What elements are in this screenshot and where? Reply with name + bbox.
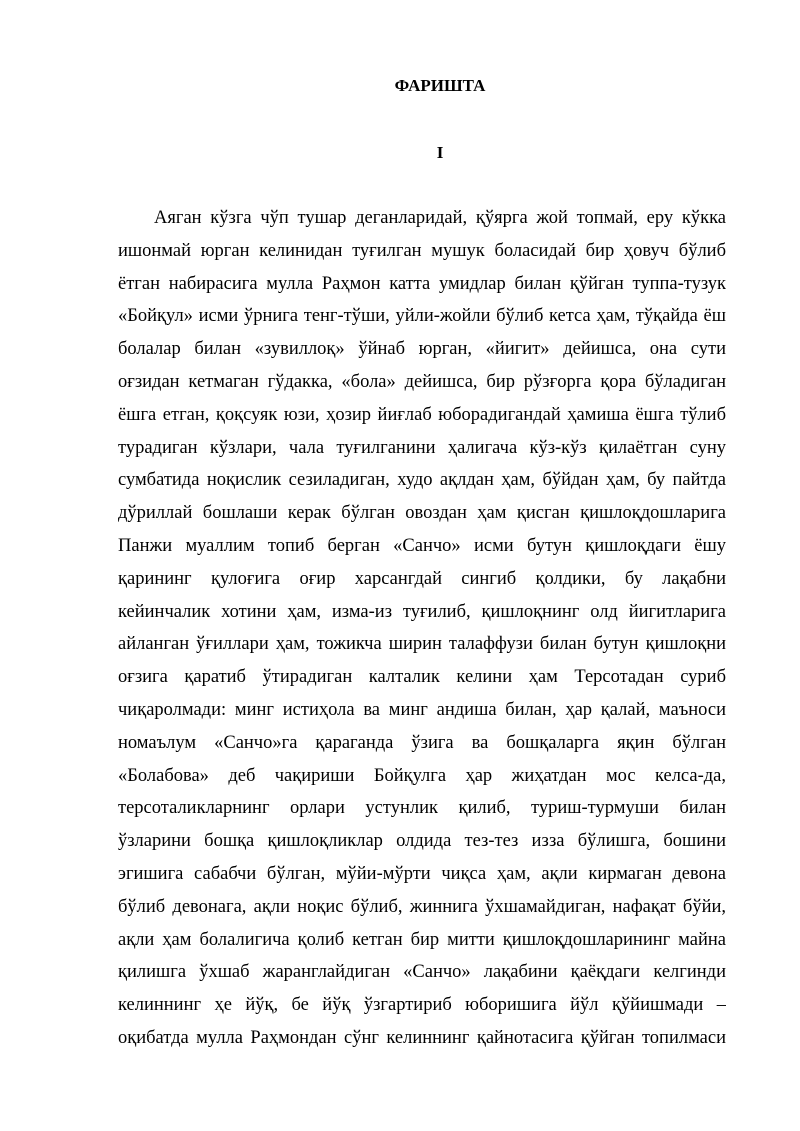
text-line: оғзидан кетмаган гўдакка, «бола» дейишса, бир рўзғорга қора бўладиган: [118, 371, 726, 392]
text-line: терсоталикларнинг орлари устунлик қилиб, туриш-турмуши билан: [118, 798, 726, 819]
text-line: сумбатида ноқислик сезиладиган, худо ақлдан ҳам, бўйдан ҳам, бу пайтда: [118, 470, 726, 491]
text-line: ётган набирасига мулла Раҳмон катта умидлар билан қўйган туппа-тузук: [118, 273, 726, 294]
text-line: эгишига сабабчи бўлган, мўйи-мўрти чиқса ҳам, ақли кирмаган девона: [118, 863, 726, 884]
text-line: дўриллай бошлаши керак бўлган овоздан ҳам қисган қишлоқдошларига: [118, 503, 726, 524]
text-line: Панжи муаллим топиб берган «Санчо» исми бутун қишлоқдаги ёшу: [118, 535, 726, 556]
text-line: номаълум «Санчо»га қараганда ўзига ва бошқаларга яқин бўлган: [118, 732, 726, 753]
text-line: келиннинг ҳе йўқ, бе йўқ ўзгартириб юборишига йўл қўйишмади –: [118, 995, 726, 1016]
text-line: ўзларини бошқа қишлоқликлар олдида тез-тез изза бўлишга, бошини: [118, 831, 726, 852]
body-paragraph: [118, 202, 726, 1055]
text-line: бўлиб девонага, ақли ноқис бўлиб, жиннига ўхшамайдиган, нафақат бўйи,: [118, 896, 726, 917]
document-title: ФАРИШТА: [394, 76, 486, 95]
text-line: кейинчалик хотини ҳам, изма-из туғилиб, қишлоқнинг олд йигитларига: [118, 601, 726, 622]
text-line: қарининг қулоғига оғир харсангдай сингиб қолдики, бу лақабни: [118, 568, 726, 589]
text-line: ақли ҳам болалигича қолиб кетган бир митти қишлоқдошларининг майна: [118, 929, 726, 950]
text-line: чиқаролмади: минг истиҳола ва минг андиша билан, ҳар қалай, маъноси: [118, 699, 726, 720]
chapter-number: I: [436, 143, 444, 162]
text-line: «Болабова» деб чақириши Бойқулга ҳар жиҳатдан мос келса-да,: [118, 765, 726, 786]
text-line: оқибатда мулла Раҳмондан сўнг келиннинг қайнотасига қўйган топилмаси: [118, 1027, 726, 1048]
text-line: ишонмай юрган келинидан туғилган мушук боласидай бир ҳовуч бўлиб: [118, 240, 726, 261]
text-line: оғзига қаратиб ўтирадиган калталик келини ҳам Терсотадан суриб: [118, 667, 726, 688]
text-line: қилишга ўхшаб жаранглайдиган «Санчо» лақабини қаёқдаги келгинди: [118, 962, 726, 983]
text-line: айланган ўғиллари ҳам, тожикча ширин талаффузи билан бутун қишлоқни: [118, 634, 726, 655]
text-line: «Бойқул» исми ўрнига тенг-тўши, уйли-жойли бўлиб кетса ҳам, тўқайда ёш: [118, 306, 726, 327]
text-line: Аяган кўзга чўп тушар деганларидай, қўярга жой топмай, еру кўкка: [154, 208, 726, 228]
text-line: ёшга етган, қоқсуяк юзи, ҳозир йиғлаб юборадигандай ҳамиша ёшга тўлиб: [118, 404, 726, 425]
text-line: турадиган кўзлари, чала туғилганини ҳалигача кўз-кўз қилаётган суну: [118, 437, 726, 458]
text-line: болалар билан «зувиллоқ» ўйнаб юрган, «йигит» дейишса, она сути: [118, 339, 726, 360]
